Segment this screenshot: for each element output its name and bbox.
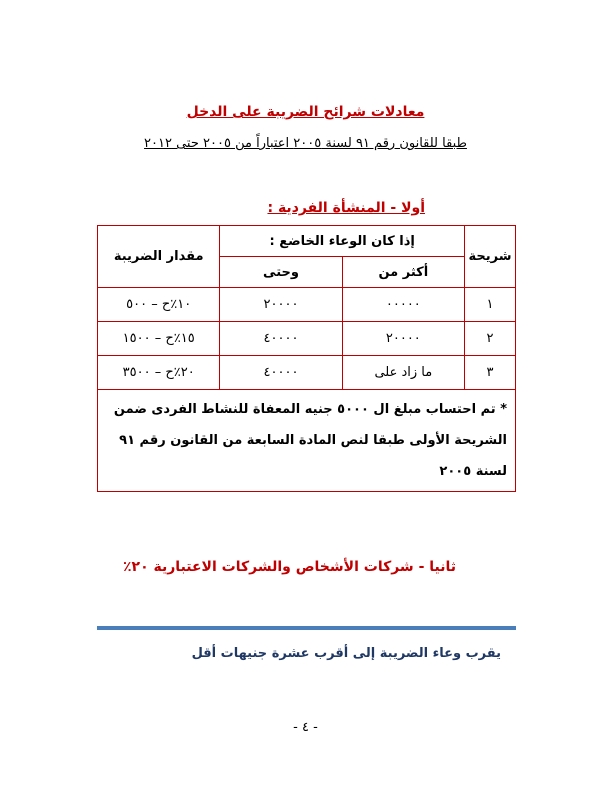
band-cell: ٢ bbox=[465, 322, 516, 356]
to-cell: ٤٠٠٠٠ bbox=[220, 356, 342, 390]
section2-heading: ثانيا - شركات الأشخاص والشركات الاعتبارية ٢٠٪ bbox=[122, 559, 456, 575]
page-subtitle: طبقا للقانون رقم ٩١ لسنة ٢٠٠٥ اعتباراً من ٢٠٠٥ حتى ٢٠١٢ bbox=[144, 136, 467, 151]
section1-heading: أولا - المنشأة الفردية : bbox=[267, 200, 425, 216]
rounding-note: يقرب وعاء الضريبة إلى أقرب عشرة جنيهات أقل bbox=[191, 646, 501, 661]
table-row bbox=[98, 356, 516, 390]
band-cell: ٣ bbox=[465, 356, 516, 390]
table-note: * تم احتساب مبلغ ال ٥٠٠٠ جنيه المعفاة للنشاط الفردى ضمن الشريحة الأولى طبقا لنص المادة السابعة من القانون رقم ٩١ لسنة ٢٠٠٥ bbox=[98, 390, 516, 492]
amount-cell: ٢٠٪ح – ٣٥٠٠ bbox=[98, 356, 220, 390]
divider-line bbox=[97, 626, 516, 630]
header-pool: إذا كان الوعاء الخاضع : bbox=[220, 226, 465, 257]
from-cell: ٢٠٠٠٠ bbox=[342, 322, 464, 356]
header-band: شريحة bbox=[465, 226, 516, 288]
band-cell: ١ bbox=[465, 288, 516, 322]
table-row bbox=[98, 288, 516, 322]
header-from: أكثر من bbox=[342, 257, 464, 288]
page-number: - ٤ - bbox=[293, 720, 318, 735]
page-title: معادلات شرائح الضريبة على الدخل bbox=[186, 104, 425, 120]
tax-brackets-table bbox=[97, 225, 516, 492]
from-cell: ٠٠٠٠٠ bbox=[342, 288, 464, 322]
amount-cell: ١٥٪ح – ١٥٠٠ bbox=[98, 322, 220, 356]
table-row bbox=[98, 322, 516, 356]
from-cell: ما زاد على bbox=[342, 356, 464, 390]
table-note-row bbox=[98, 390, 516, 492]
amount-cell: ١٠٪ح – ٥٠٠ bbox=[98, 288, 220, 322]
table-header-row bbox=[98, 226, 516, 257]
header-to: وحتى bbox=[220, 257, 342, 288]
to-cell: ٤٠٠٠٠ bbox=[220, 322, 342, 356]
header-amount: مقدار الضريبة bbox=[98, 226, 220, 288]
to-cell: ٢٠٠٠٠ bbox=[220, 288, 342, 322]
